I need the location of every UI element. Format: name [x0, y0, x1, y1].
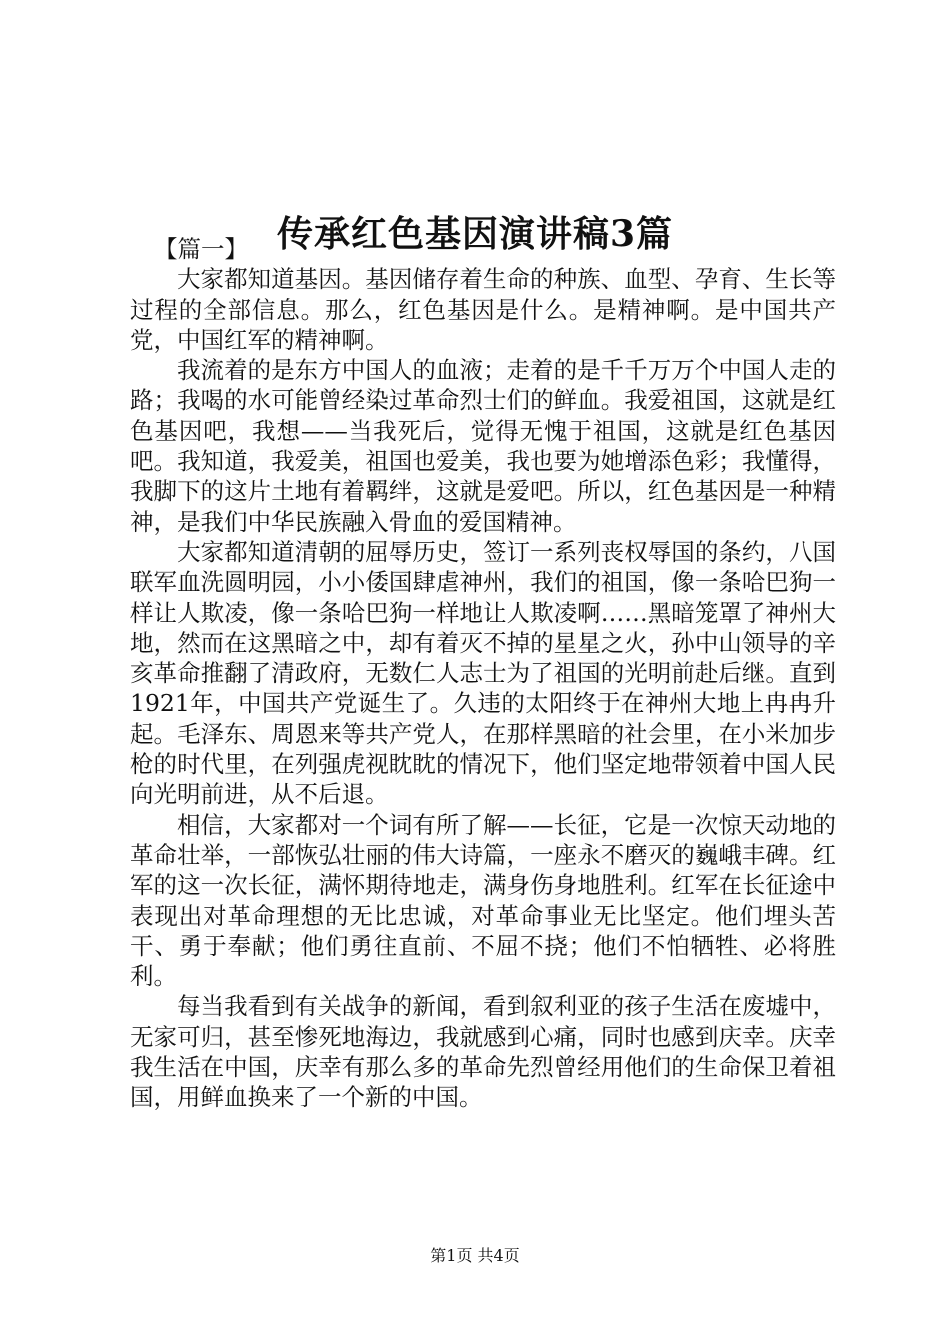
section-label: 【篇一】: [154, 235, 248, 263]
paragraph-5: 每当我看到有关战争的新闻，看到叙利亚的孩子生活在废墟中，无家可归，甚至惨死地海边，我就感到心痛，同时也感到庆幸。庆幸我生活在中国，庆幸有那么多的革命先烈曾经用他们的生命保卫着祖国，用鲜血换来了一个新的中国。: [130, 992, 836, 1112]
document-title: 传承红色基因演讲稿3篇: [276, 213, 674, 256]
page-footer: 第1页 共4页: [430, 1246, 520, 1265]
paragraph-2: 我流着的是东方中国人的血液；走着的是千千万万个中国人走的路；我喝的水可能曾经染过革命烈士们的鲜血。我爱祖国，这就是红色基因吧，我想——当我死后，觉得无愧于祖国，这就是红色基因吧。我知道，我爱美，祖国也爱美，我也要为她增添色彩；我懂得，我脚下的这片土地有着羁绊，这就是爱吧。所以，红色基因是一种精神，是我们中华民族融入骨血的爱国精神。: [130, 356, 836, 536]
paragraph-1: 大家都知道基因。基因储存着生命的种族、血型、孕育、生长等过程的全部信息。那么，红色基因是什么。是精神啊。是中国共产党，中国红军的精神啊。: [130, 265, 836, 354]
paragraph-3: 大家都知道清朝的屈辱历史，签订一系列丧权辱国的条约，八国联军血洗圆明园，小小倭国肆虐神州，我们的祖国，像一条哈巴狗一样让人欺凌，像一条哈巴狗一样地让人欺凌啊……黑暗笼罩了神州大地，然而在这黑暗之中，却有着灭不掉的星星之火，孙中山领导的辛亥革命推翻了清政府，无数仁人志士为了祖国的光明前赴后继。直到1921年，中国共产党诞生了。久违的太阳终于在神州大地上冉冉升起。毛泽东、周恩来等共产党人，在那样黑暗的社会里，在小米加步枪的时代里，在列强虎视眈眈的情况下，他们坚定地带领着中国人民向光明前进，从不后退。: [130, 537, 836, 809]
document-body: [130, 234, 836, 1113]
paragraph-4: 相信，大家都对一个词有所了解——长征，它是一次惊天动地的革命壮举，一部恢弘壮丽的伟大诗篇，一座永不磨灭的巍峨丰碑。红军的这一次长征，满怀期待地走，满身伤身地胜利。红军在长征途中表现出对革命理想的无比忠诚，对革命事业无比坚定。他们埋头苦干、勇于奉献；他们勇往直前、不屈不挠；他们不怕牺牲、必将胜利。: [130, 810, 836, 991]
